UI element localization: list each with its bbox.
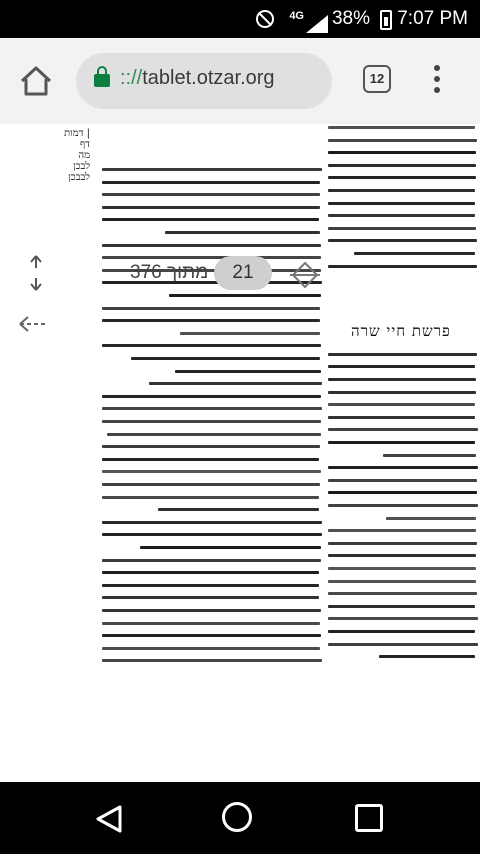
text-line — [354, 252, 475, 255]
text-line — [102, 206, 320, 209]
text-line — [102, 634, 321, 637]
battery-icon — [380, 10, 392, 30]
text-line — [328, 630, 475, 633]
text-line — [328, 554, 476, 557]
text-line — [328, 479, 477, 482]
text-column-left — [102, 124, 322, 668]
page-indicator — [130, 256, 270, 290]
text-line — [102, 420, 321, 423]
status-bar — [0, 0, 480, 38]
text-line — [102, 659, 322, 662]
text-line — [328, 391, 476, 394]
text-line — [102, 319, 320, 322]
text-line — [102, 218, 319, 221]
text-line — [102, 609, 321, 612]
text-line — [131, 357, 320, 360]
browser-toolbar — [0, 38, 480, 124]
text-line — [102, 168, 322, 171]
lock-icon — [94, 74, 110, 87]
text-line — [102, 559, 321, 562]
network-4g-icon: 4G — [289, 10, 304, 22]
text-line — [328, 126, 475, 129]
scanned-page — [20, 124, 478, 668]
text-line — [102, 193, 320, 196]
text-line — [386, 517, 476, 520]
text-line — [102, 181, 320, 184]
system-nav-bar — [0, 782, 480, 854]
text-line — [102, 445, 320, 448]
arrow-left-icon[interactable] — [18, 312, 50, 336]
section-heading: פרשת חיי שרה — [351, 322, 451, 340]
text-line — [328, 176, 476, 179]
document-viewer — [0, 124, 480, 782]
text-line — [328, 214, 475, 217]
current-page[interactable]: 21 — [214, 256, 272, 290]
text-line — [328, 139, 477, 142]
text-line — [102, 596, 319, 599]
text-line — [102, 584, 319, 587]
text-line — [102, 307, 320, 310]
menu-icon[interactable] — [432, 65, 442, 97]
text-line — [328, 403, 475, 406]
text-line — [328, 365, 475, 368]
text-line — [102, 407, 322, 410]
text-line — [328, 378, 476, 381]
text-line — [102, 622, 320, 625]
text-line — [180, 332, 320, 335]
text-line — [328, 202, 475, 205]
up-down-arrows-icon[interactable] — [28, 254, 44, 292]
battery-percent: 38% — [331, 8, 370, 29]
text-line — [328, 151, 476, 154]
text-line — [107, 433, 321, 436]
text-line — [102, 470, 321, 473]
text-line — [328, 189, 475, 192]
text-line — [328, 529, 476, 532]
text-line — [328, 227, 476, 230]
url-host: tablet.otzar.org — [142, 67, 275, 89]
text-line — [328, 504, 478, 507]
home-circle-icon[interactable] — [222, 802, 252, 832]
text-line — [379, 655, 475, 658]
text-line — [328, 567, 476, 570]
text-line — [158, 508, 319, 511]
text-line — [149, 382, 322, 385]
text-line — [328, 605, 475, 608]
text-line — [102, 521, 322, 524]
text-line — [328, 416, 475, 419]
tabs-icon[interactable]: 12 — [363, 65, 391, 93]
text-column-right — [328, 124, 478, 668]
mute-icon — [256, 10, 274, 28]
back-icon[interactable] — [94, 804, 124, 834]
text-line — [175, 370, 321, 373]
text-line — [102, 344, 321, 347]
page-count-text: מתוך 376 — [130, 262, 209, 283]
text-line — [328, 491, 477, 494]
text-line — [328, 353, 477, 356]
url-bar[interactable] — [76, 53, 332, 109]
clock: 7:07 PM — [397, 8, 468, 29]
signal-icon — [306, 10, 328, 28]
text-line — [102, 571, 319, 574]
url-scheme: ::// — [120, 67, 143, 89]
text-line — [169, 294, 321, 297]
home-icon[interactable] — [16, 61, 56, 101]
text-line — [328, 428, 478, 431]
diamond-nav-icon[interactable] — [290, 260, 320, 290]
text-line — [102, 533, 322, 536]
text-line — [328, 239, 477, 242]
text-line — [102, 483, 320, 486]
text-line — [383, 454, 476, 457]
side-note: | דמות דף מה לבכן לבבכן — [64, 128, 90, 183]
recents-icon[interactable] — [355, 804, 383, 832]
text-line — [102, 395, 321, 398]
text-line — [328, 643, 478, 646]
text-line — [328, 542, 477, 545]
text-line — [328, 617, 478, 620]
text-line — [328, 441, 475, 444]
text-line — [140, 546, 321, 549]
text-line — [328, 164, 476, 167]
text-line — [165, 231, 320, 234]
text-line — [328, 580, 476, 583]
text-line — [328, 466, 478, 469]
url-text — [120, 67, 275, 90]
text-line — [102, 647, 320, 650]
text-line — [328, 265, 477, 268]
text-line — [102, 244, 321, 247]
text-line — [102, 496, 319, 499]
text-line — [102, 458, 319, 461]
text-line — [328, 592, 477, 595]
